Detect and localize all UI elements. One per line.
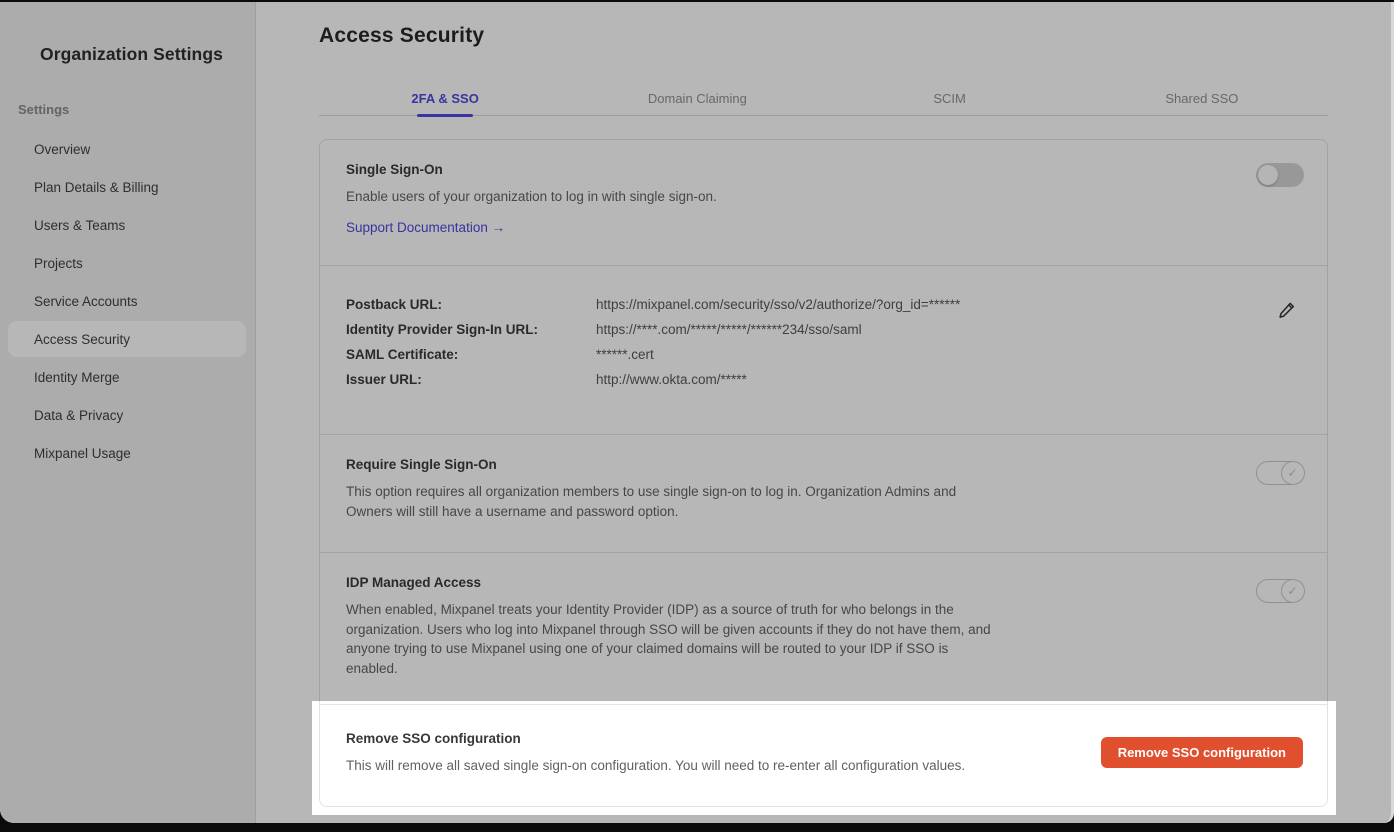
config-value: http://www.okta.com/***** [596, 372, 747, 387]
sidebar-item-access-security[interactable] [8, 321, 246, 357]
section-title: Single Sign-On [346, 162, 443, 177]
sidebar-item-label: Data & Privacy [34, 407, 124, 423]
support-documentation-link[interactable]: Support Documentation → [346, 219, 506, 235]
section-sso-configuration [320, 265, 1327, 434]
tab-domain-claiming[interactable] [571, 82, 823, 115]
tab-label: Domain Claiming [647, 91, 747, 106]
idp-managed-access-toggle-disabled [1256, 579, 1304, 603]
sidebar-item-label: Service Accounts [34, 293, 138, 309]
config-label: Postback URL: [346, 297, 443, 312]
config-row [346, 347, 1303, 362]
config-row [346, 372, 1303, 387]
config-row [346, 322, 1303, 337]
check-icon: ✓ [1287, 465, 1298, 480]
require-sso-toggle-disabled [1256, 461, 1304, 485]
config-row [346, 297, 1303, 312]
tab-label: Shared SSO [1165, 91, 1239, 106]
remove-sso-configuration-button[interactable]: Remove SSO configuration [1101, 737, 1303, 768]
section-description: This option requires all organization members to use single sign-on to log in. Organization Admins and Owners will still have a username and password option. [346, 484, 957, 519]
section-description: When enabled, Mixpanel treats your Identity Provider (IDP) as a source of truth for who belongs in the organization. Users who log into Mixpanel through SSO will be given accounts if they do not have them, and anyone trying to use Mixpanel using one of your claimed domains will be routed to your IDP if SSO is enabled. [346, 602, 991, 676]
tab-bar [319, 82, 1328, 116]
sidebar-item-overview[interactable] [8, 131, 246, 167]
section-idp-managed-access [320, 552, 1327, 704]
single-sign-on-toggle[interactable] [1256, 163, 1304, 187]
tab-shared-sso[interactable] [1076, 82, 1328, 115]
sidebar-item-service-accounts[interactable] [8, 283, 246, 319]
settings-sidebar [0, 2, 256, 823]
sso-settings-card [319, 139, 1328, 807]
config-label: Issuer URL: [346, 372, 422, 387]
toggle-check-knob [1281, 579, 1305, 603]
section-title: IDP Managed Access [346, 575, 482, 590]
sidebar-item-projects[interactable] [8, 245, 246, 281]
config-value: https://****.com/*****/*****/******234/sso/saml [596, 322, 862, 337]
sidebar-item-label: Access Security [34, 331, 131, 347]
section-title: Require Single Sign-On [346, 457, 497, 472]
active-tab-underline [417, 114, 473, 117]
tab-label: 2FA & SSO [411, 91, 479, 106]
section-description: This will remove all saved single sign-on configuration. You will need to re-enter all configuration values. [346, 758, 966, 773]
sidebar-item-mixpanel-usage[interactable] [8, 435, 246, 471]
sidebar-item-label: Mixpanel Usage [34, 445, 131, 461]
section-title: Remove SSO configuration [346, 731, 521, 746]
tab-label: SCIM [933, 91, 966, 106]
config-value: https://mixpanel.com/security/sso/v2/authorize/?org_id=****** [596, 297, 961, 312]
section-single-sign-on [320, 140, 1327, 265]
sidebar-item-label: Users & Teams [34, 217, 126, 233]
check-icon: ✓ [1287, 583, 1298, 598]
sidebar-title: Organization Settings [40, 44, 223, 64]
sidebar-item-identity-merge[interactable] [8, 359, 246, 395]
sidebar-item-label: Plan Details & Billing [34, 179, 159, 195]
sidebar-item-label: Projects [34, 255, 83, 271]
sidebar-item-data-privacy[interactable] [8, 397, 246, 433]
tab-scim[interactable] [824, 82, 1076, 115]
pencil-icon [1277, 300, 1297, 320]
tab-2fa-sso[interactable] [319, 82, 571, 115]
sidebar-item-users-teams[interactable] [8, 207, 246, 243]
section-require-sso [320, 434, 1327, 552]
config-value: ******.cert [596, 347, 654, 362]
sidebar-item-plan-details-billing[interactable] [8, 169, 246, 205]
config-label: SAML Certificate: [346, 347, 459, 362]
toggle-check-knob [1281, 461, 1305, 485]
sidebar-section-label: Settings [18, 102, 70, 117]
config-label: Identity Provider Sign-In URL: [346, 322, 539, 337]
app-window [0, 2, 1394, 823]
section-remove-sso-configuration [320, 704, 1327, 807]
toggle-knob [1258, 165, 1278, 185]
section-description: Enable users of your organization to log in with single sign-on. [346, 189, 717, 204]
sidebar-item-label: Overview [34, 141, 91, 157]
edit-sso-config-button[interactable] [1277, 300, 1297, 320]
main-content [257, 2, 1391, 823]
sidebar-item-label: Identity Merge [34, 369, 120, 385]
page-title: Access Security [319, 24, 485, 47]
